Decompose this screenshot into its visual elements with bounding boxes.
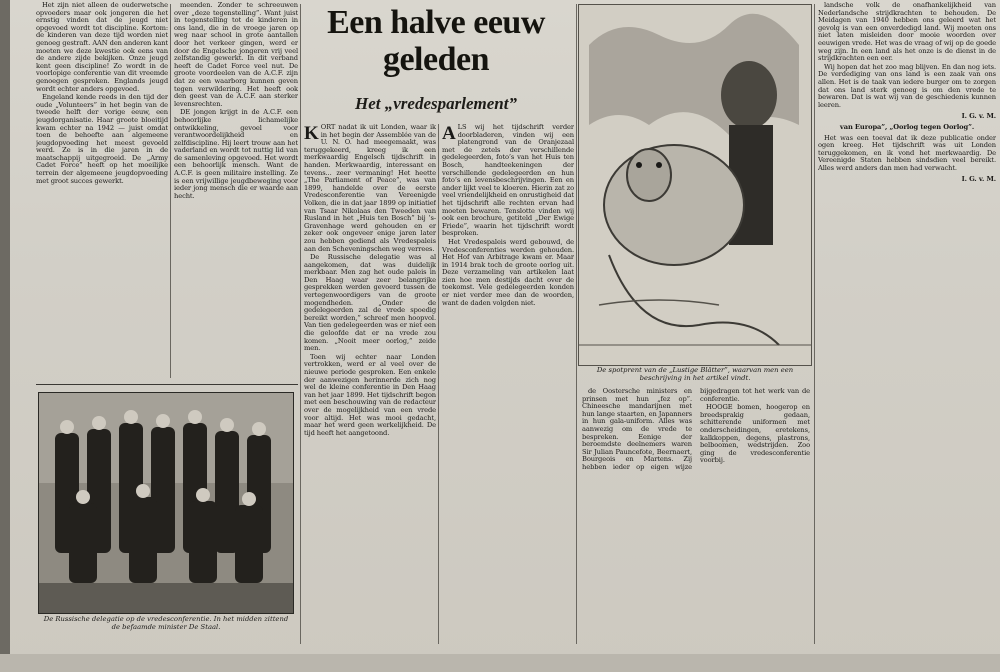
column-rule	[170, 4, 171, 378]
article-col3-text: Toen wij echter naar Londen vertrokken, werd er al veel over de nieuwe periode gesproken. Een enkele der aanwezigen herinnerde zich nog wel de kleine conferentie in Den Haag van het jaar 1899. Het tijdschrift begon met een beschouwing van de redacteur over de mogelijkheid van een vrede voor altijd. Het was mooi gedacht, maar het werd geen werkelijkheid. De tijd heeft het aangetoond.	[304, 352, 436, 437]
column-rule	[814, 4, 815, 644]
column-1-paragraph-a: Het zijn niet alleen de ouderwetsche opvoeders maar ook jongeren die het ernstig vinden dat de jeugd niet opgevoed wordt tot discipline. Kortom: de kinderen van deze tijd worden niet genoeg gestraft. AAN den anderen kant moeten we deze kwestie ook eens van de andere zijde bekijken. Onze jeugd kent geen discipline! Zo wordt in de voorlopige conferentie van dit vreemde genoegen gesproken. Englands jeugd wordt echter anders opgevoed.	[36, 2, 168, 93]
article-middle-text: De Russische delegatie was al aangekomen, dat was duidelijk merkbaar. Men zag het oude paleis in Den Haag waar zeer belangrijke gesprekken werden gevoerd tussen de vertegenwoordigers van de groote mogendheden. „Onder de gedelegeerden zal de vrede spoedig bereikt worden,” schreef men hoopvol. Van tien gedelegeerden was er niet een die geloofde dat er na vrede zou komen. „Nooit meer oorlog,” zeide men.	[304, 253, 436, 353]
article-intro: ORT nadat ik uit Londen, waar ik in het begin der Assemblée van de U. N. O. had meegemaakt, was teruggekeerd, kreeg ik een merkwaardig Engelsch tijdschrift in handen. Merkwaardig, interessant en tevens... zeer vermaning! Het heette „The Parliament of Peace”, was van 1899, handelde over de eerste Vredesconferentie van Vereenigde Volken, die in dat jaar 1899 op initiatief van Tsaar Nikolaas den Tweeden van Rusland in het „Huis ten Bosch” bij ’s-Gravenhage werd gehouden en er zeker ook ongeveer enige jaren later zou hebben gediend als Vredespaleis aan den Scheveningschen weg verrees.	[304, 124, 436, 253]
section-dropcap: A	[442, 124, 456, 144]
article-intro-column-left	[304, 124, 436, 644]
article-title: Een halve eeuw geleden	[327, 4, 545, 78]
article-subtitle: Het „vredesparlement”	[355, 94, 517, 113]
signature-2: I. G. v. M.	[961, 175, 996, 184]
page-bottom-margin	[0, 654, 1000, 672]
column-1	[36, 2, 168, 378]
photo-drawing	[39, 393, 293, 613]
article-col4-text: Het Vredespaleis werd gebouwd, de Vredesconferenties werden gehouden. Het Hof van Arbitrage kwam er. Maar in 1914 brak toch de groote oorlog uit. Deze verzameling van artikelen laat zien hoe men destijds dacht over de toekomst. Vele gedelegeerden konden er niet verder mee dan de woorden, want de daden volgden niet.	[442, 237, 574, 307]
signature-1: I. G. v. M.	[961, 112, 996, 121]
column-2	[174, 2, 298, 378]
article-col5-text: de Oostersche ministers en prinsen met hun „fez op”. Chineesche mandarijnen met hun lange staarten, en Japanners in hun gala-uniform. Alles was aanwezig om de vrede te bespreken. Eenige der beroemdste deelnemers waren Sir Julian Pauncefote, Beernaert, Bourgeois en Martens. Zij hebben ieder op eigen wijze bijgedragen tot het werk van de conferentie.	[582, 388, 810, 471]
column-6-paragraph-a: landsche volk de onafhankelijkheid van Nederlandsche strijdkrachten te behouden. De Meidagen van 1940 hebben ons geleerd wat het gevolg is van een onverdedigd land. Wij moeten ons niet laten misleiden door mooie woorden over eeuwigen vrede. Het was de vraag of wij op de goede weg zijn. In een land als het onze is de dienst in de strijdkrachten een eer.	[818, 2, 996, 63]
column-1-paragraph-b: Engeland kende reeds in den tijd der oude „Volunteers” in het begin van de tweede helft der vorige eeuw, een jeugdorganisatie. Haar groote bloeitijd kwam echter na 1942 — juist omdat toen de behoefte aan algemeene jeugdopvoeding het meest gevoeld werd. Ze is in die jaren in de maatschappij uitgegroeid. De „Army Cadet Force” heeft op het moeilijke terrein der algemeene jeugdopvoeding met groot succes gewerkt.	[36, 93, 168, 185]
column-rule	[576, 4, 577, 644]
article-col5	[582, 388, 810, 644]
illustration-caption: De spotprent van de „Lustige Blätter”, waarvan men een beschrijving in het artikel vindt.	[596, 366, 794, 382]
intro-dropcap: K	[304, 124, 319, 144]
page-binding-edge	[0, 0, 10, 672]
column-2-paragraph-b: DE jongen krijgt in de A.C.F. een behoorlijke lichamelijke ontwikkeling, gevoel voor verantwoordelijkheid en zelfdiscipline. Hij leert trouw aan het vaderland en wordt tot nuttig lid van de samenleving opgevoed. Het wordt een behoorlijk mensch. Want de A.C.F. is geen militaire instelling. Ze is een vrijwillige jeugdbeweging voor ieder jong mensch die er waarde aan hecht.	[174, 108, 298, 200]
cartoon-illustration	[578, 4, 812, 366]
photo-caption: De Russische delegatie op de vredesconferentie. In het midden zittend de befaamde minister De Staal.	[43, 615, 289, 631]
article-col5-text-b: HOOGE bomen, hoogerop en breedsprakig gedaan, schitterende uniformen met onderscheidingen, eretekens, kalkkoppen, degens, plastrons, belboomen, wedstrijden. Zoo ging de vredesconferentie voorbij.	[700, 403, 810, 465]
article-intro-column-right	[442, 124, 574, 644]
column-2-paragraph-a: meenden. Zonder te schreeuwen over „deze tegenstelling”. Want juist in tegenstelling tot de kinderen in ons land, die in de vroege jaren op weg naar school in grote aantallen door het verkeer gingen, werd er door de Engelsche jongeren vrij veel zelfstandig gewerkt. In dit verband heeft de Cadet Force veel nut. De groote voordeelen van de A.C.F. zijn dat ze een waarborg kunnen geven tegen verwildering. Het heeft ook den geest van de A.C.F. aan sterker levensrechten.	[174, 2, 298, 108]
article-section-text: LS wij het tijdschrift verder doorbladeren, vinden wij een platengrond van de Oranjezaal met de zetels der verschillende gedelegeerden, foto’s van het Huis ten Bosch, handteekeningen der verschillende gedelegeerden en hun foto’s en levensbeschrijvingen. Een en ander lijkt veel te kloeren. Hierin zat zo veel vriendelijkheid en onrustigheid dat het tijdschrift alle rechten ervan had moeten bewaren. Tenslotte vinden wij ook een brochure, getiteld „Der Ewige Friede”, waarin het tijdschrift wordt besproken.	[442, 124, 574, 238]
column-6-paragraph-c: Het was een toeval dat ik deze publicatie onder ogen kreeg. Het tijdschrift was uit Londen teruggekomen, en ik vond het merkwaardig. De Vereenigde Staten hebben sindsdien veel bereikt. Alles werd anders dan men had verwacht.	[818, 133, 996, 172]
column-rule	[438, 124, 439, 644]
column-6-subheading: van Europa”, „Oorlog tegen Oorlog”.	[839, 122, 975, 131]
russian-delegation-photo	[38, 392, 294, 614]
column-6	[818, 2, 996, 642]
cartoon-drawing	[579, 5, 811, 365]
column-6-paragraph-b: Wij hopen dat het zoo mag blijven. En dan nog iets. De verdediging van ons land is een zaak van ons allen. Het is de taak van iedere burger om te zorgen dat ons land sterk genoeg is om den vrede te bewaren. Dat is wat wij van de geschiedenis kunnen leeren.	[818, 62, 996, 109]
photo-top-rule	[36, 384, 298, 385]
